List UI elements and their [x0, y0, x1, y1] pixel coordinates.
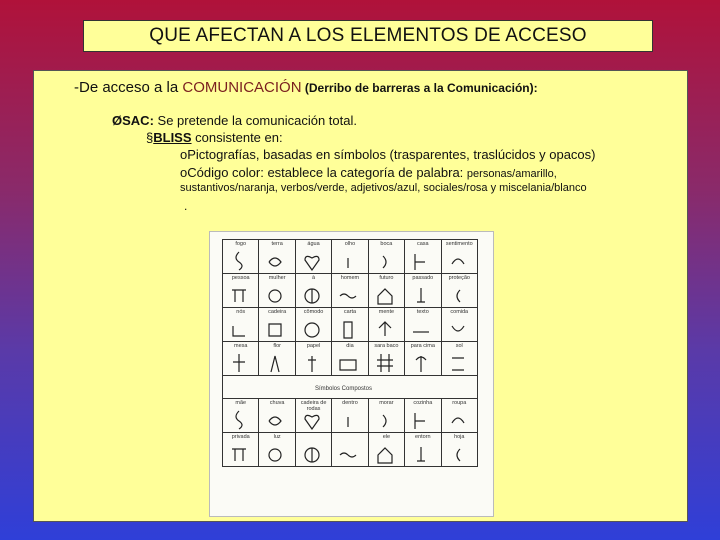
bliss-symbol-icon	[265, 318, 285, 340]
bliss-symbol-icon	[375, 409, 395, 431]
symbol-label: cadeira de rodas	[300, 400, 327, 412]
composite-label: Símbolos Compostos	[315, 386, 373, 392]
symbol-cell	[368, 308, 404, 342]
symbol-label: boca	[380, 241, 393, 247]
bliss-symbol-icon	[338, 284, 358, 306]
symbol-cell	[295, 308, 331, 342]
symbol-label: sara baco	[374, 343, 399, 349]
bliss-symbol-icon	[448, 318, 468, 340]
bliss-symbol-icon	[375, 443, 395, 465]
symbol-cell	[295, 342, 331, 376]
bliss-symbol-icon	[302, 443, 322, 465]
symbol-label: sol	[455, 343, 463, 349]
bliss-composite-grid	[222, 398, 478, 467]
bliss-symbol-icon	[411, 409, 431, 431]
bliss-symbol-icon	[229, 352, 249, 374]
bliss-symbol-icon	[229, 318, 249, 340]
symbol-label: à	[312, 275, 316, 281]
symbol-label	[332, 434, 367, 440]
square-bullet-icon: §	[146, 130, 154, 145]
bliss-text: consistente en:	[191, 130, 283, 145]
symbol-label: dia	[346, 343, 354, 349]
bliss-symbol-icon	[448, 409, 468, 431]
symbol-label: mente	[378, 309, 395, 315]
symbol-cell	[332, 240, 368, 274]
bliss-symbol-icon	[302, 284, 322, 306]
symbol-cell	[441, 240, 477, 274]
symbol-label: luz	[273, 434, 281, 440]
item-pictographs: oPictografías, basadas en símbolos (trasparentes, traslúcidos y opacos)	[180, 147, 596, 162]
symbol-cell	[368, 342, 404, 376]
symbol-cell	[295, 274, 331, 308]
symbol-cell	[368, 274, 404, 308]
symbol-label: sentimento	[445, 241, 473, 247]
bliss-symbol-icon	[265, 443, 285, 465]
bliss-symbol-icon	[411, 250, 431, 272]
symbol-cell	[405, 433, 441, 467]
slide-title: QUE AFECTAN A LOS ELEMENTOS DE ACCESO	[149, 25, 587, 46]
symbol-cell	[223, 308, 259, 342]
symbol-row	[223, 240, 478, 274]
symbol-cell	[441, 342, 477, 376]
symbol-row	[223, 274, 478, 308]
symbol-cell	[223, 342, 259, 376]
bliss-line	[146, 130, 283, 145]
symbol-label: olho	[344, 241, 356, 247]
bliss-symbol-icon	[302, 318, 322, 340]
symbol-cell	[368, 240, 404, 274]
symbol-cell	[332, 433, 368, 467]
symbol-label: morar	[379, 400, 394, 406]
symbol-row	[223, 342, 478, 376]
symbol-label: passado	[412, 275, 434, 281]
symbol-label: proteção	[448, 275, 470, 281]
bliss-symbol-icon	[411, 352, 431, 374]
bliss-symbol-icon	[302, 409, 322, 431]
symbol-cell	[405, 274, 441, 308]
bliss-symbol-icon	[375, 284, 395, 306]
bliss-symbols-image	[209, 231, 494, 517]
slide-title-box	[83, 20, 653, 52]
item-color-code-cont: sustantivos/naranja, verbos/verde, adjetivos/azul, sociales/rosa y miscelania/blanco	[180, 182, 587, 194]
symbol-label: mãe	[235, 400, 247, 406]
access-paren: (Derribo de barreras a la Comunicación):	[301, 81, 538, 95]
symbol-label: fogo	[235, 241, 247, 247]
bliss-symbol-icon	[411, 318, 431, 340]
composite-row	[223, 399, 478, 433]
symbol-label: privada	[231, 434, 250, 440]
symbol-label: mesa	[233, 343, 248, 349]
symbol-cell	[259, 240, 295, 274]
symbol-label: terra	[271, 241, 283, 247]
symbol-cell	[368, 433, 404, 467]
symbol-row	[223, 308, 478, 342]
bliss-symbol-icon	[338, 443, 358, 465]
bliss-symbol-icon	[229, 409, 249, 431]
symbol-cell	[405, 308, 441, 342]
symbol-label: água	[307, 241, 320, 247]
symbol-label: dentro	[342, 400, 358, 406]
symbol-label: carta	[343, 309, 357, 315]
access-highlight: COMUNICACIÓN	[182, 79, 302, 96]
sac-text: Se pretende la comunicación total.	[153, 113, 357, 128]
symbol-cell	[405, 240, 441, 274]
symbol-cell	[259, 308, 295, 342]
bliss-symbol-icon	[265, 250, 285, 272]
item-color-code-main: oCódigo color: establece la categoría de palabra:	[180, 165, 467, 180]
content-panel	[33, 70, 688, 522]
access-prefix: -De acceso a la	[74, 79, 183, 96]
symbol-cell	[223, 240, 259, 274]
sac-label: SAC:	[122, 113, 154, 128]
symbol-label	[296, 434, 331, 440]
symbol-label: papel	[306, 343, 321, 349]
symbol-cell	[441, 308, 477, 342]
symbol-cell	[332, 342, 368, 376]
bliss-symbol-icon	[338, 409, 358, 431]
bliss-symbol-icon	[302, 250, 322, 272]
symbol-label: cadeira	[268, 309, 287, 315]
bliss-symbol-icon	[338, 352, 358, 374]
symbol-cell	[332, 274, 368, 308]
bliss-symbol-icon	[375, 318, 395, 340]
symbol-cell	[259, 399, 295, 433]
symbol-cell	[405, 399, 441, 433]
symbol-label: para cima	[410, 343, 435, 349]
bliss-symbol-icon	[448, 250, 468, 272]
symbol-cell	[259, 433, 295, 467]
symbol-cell	[223, 274, 259, 308]
sac-line	[112, 113, 357, 128]
arrow-bullet-icon: Ø	[112, 113, 123, 128]
bliss-symbol-icon	[448, 352, 468, 374]
symbol-cell	[259, 274, 295, 308]
symbol-cell	[332, 308, 368, 342]
symbol-label: cozinha	[413, 400, 433, 406]
symbol-label: roupa	[452, 400, 467, 406]
symbol-cell	[441, 433, 477, 467]
symbol-cell	[405, 342, 441, 376]
symbol-cell	[223, 433, 259, 467]
bliss-symbol-icon	[448, 284, 468, 306]
bliss-symbol-grid	[222, 239, 478, 376]
bliss-symbol-icon	[338, 250, 358, 272]
bliss-symbol-icon	[375, 352, 395, 374]
symbol-label: cômodo	[303, 309, 324, 315]
symbol-label: entorn	[415, 434, 431, 440]
bliss-symbol-icon	[302, 352, 322, 374]
access-line	[74, 79, 538, 96]
symbol-cell	[332, 399, 368, 433]
symbol-cell	[223, 399, 259, 433]
item-color-code-end: .	[184, 199, 188, 213]
symbol-cell	[295, 433, 331, 467]
item-color-code-small: personas/amarillo,	[466, 168, 557, 180]
bliss-symbol-icon	[229, 284, 249, 306]
symbol-label: mulher	[268, 275, 286, 281]
symbol-cell	[441, 399, 477, 433]
composite-separator	[222, 374, 478, 398]
bliss-symbol-icon	[375, 250, 395, 272]
symbol-label: texto	[416, 309, 429, 315]
symbol-label: chuva	[269, 400, 285, 406]
bliss-symbol-icon	[411, 443, 431, 465]
symbol-label: homem	[340, 275, 360, 281]
symbol-cell	[295, 399, 331, 433]
bliss-symbol-icon	[229, 443, 249, 465]
item-color-code	[180, 165, 557, 180]
symbol-label: casa	[417, 241, 429, 247]
bliss-symbol-icon	[448, 443, 468, 465]
symbol-label: ele	[382, 434, 391, 440]
symbol-cell	[259, 342, 295, 376]
bliss-symbol-icon	[265, 409, 285, 431]
bliss-symbol-icon	[338, 318, 358, 340]
bliss-symbol-icon	[265, 352, 285, 374]
symbol-cell	[295, 240, 331, 274]
bliss-label: BLISS	[153, 130, 192, 145]
symbol-cell	[368, 399, 404, 433]
symbol-label: hoja	[454, 434, 465, 440]
symbol-label: comida	[450, 309, 469, 315]
symbol-label: nós	[236, 309, 246, 315]
composite-row	[223, 433, 478, 467]
symbol-label: futuro	[379, 275, 394, 281]
bliss-symbol-icon	[229, 250, 249, 272]
symbol-label: flor	[273, 343, 281, 349]
bliss-symbol-icon	[411, 284, 431, 306]
symbol-label: pessoa	[231, 275, 250, 281]
bliss-symbol-icon	[265, 284, 285, 306]
symbol-cell	[441, 274, 477, 308]
